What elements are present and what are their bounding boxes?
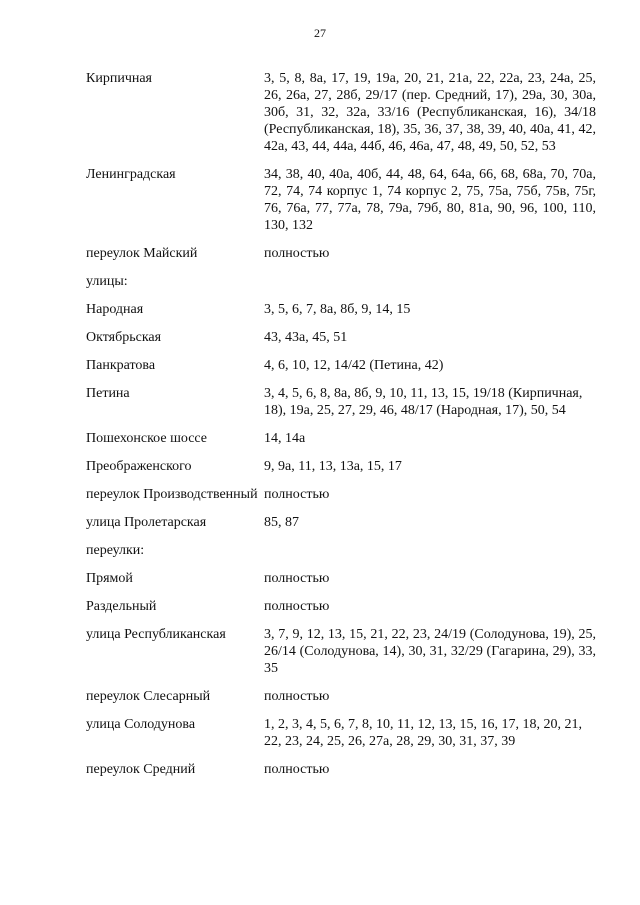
street-row [86, 245, 596, 262]
house-numbers: полностью [264, 571, 330, 586]
street-name: улица Пролетарская [86, 515, 207, 530]
street-name: Панкратова [86, 358, 156, 373]
house-numbers: полностью [264, 689, 330, 704]
house-numbers: 34, 38, 40, 40а, 40б, 44, 48, 64, 64а, 66, 68, 68а, 70, 70а, 72, 74, 74 корпус 1, 74 корпус 2, 75, 75а, 75б, 75в, 75г, 76, 76а, 77, 77а, 78, 79а, 79б, 80, 81а, 90, 96, 100, 110, 130, 132 [264, 167, 596, 233]
house-numbers: 3, 4, 5, 6, 8, 8а, 8б, 9, 10, 11, 13, 15, 19/18 (Кирпичная, 18), 19а, 25, 27, 29, 46, 48/17 (Народная, 17), 50, 54 [264, 386, 583, 418]
street-row [86, 598, 596, 615]
street-name: улица Республиканская [86, 627, 226, 642]
street-name: переулок Производственный [86, 487, 258, 502]
street-row [86, 688, 596, 705]
street-row [86, 357, 596, 374]
street-name: Октябрьская [86, 330, 162, 345]
street-row [86, 514, 596, 531]
street-name: Ленинградская [86, 167, 176, 182]
street-name: Прямой [86, 571, 133, 586]
street-name: переулок Средний [86, 762, 196, 777]
house-numbers: 3, 5, 8, 8а, 17, 19, 19а, 20, 21, 21а, 22, 22а, 23, 24а, 25, 26, 26а, 27, 28б, 29/17 (пер. Средний, 17), 29а, 30, 30а, 30б, 31, 32, 32а, 33/16 (Республиканская, 16), 34/18 (Республиканская, 18), 35, 36, 37, 38, 39, 40, 40а, 41, 42, 42а, 43, 44, 44а, 44б, 46, 46а, 47, 48, 49, 50, 52, 53 [264, 71, 596, 154]
street-name: переулки: [86, 543, 145, 558]
street-name: переулок Майский [86, 246, 198, 261]
street-row [86, 430, 596, 447]
street-name: Раздельный [86, 599, 157, 614]
house-numbers: полностью [264, 599, 330, 614]
house-numbers: 9, 9а, 11, 13, 13а, 15, 17 [264, 459, 402, 474]
street-name: улица Солодунова [86, 717, 196, 732]
street-name: Петина [86, 386, 130, 401]
street-row [86, 761, 596, 778]
street-group-heading [86, 542, 596, 559]
house-numbers: 14, 14а [264, 431, 306, 446]
street-row [86, 70, 596, 155]
house-numbers: 1, 2, 3, 4, 5, 6, 7, 8, 10, 11, 12, 13, 15, 16, 17, 18, 20, 21, 22, 23, 24, 25, 26, 27а, 28, 29, 30, 31, 37, 39 [264, 717, 582, 749]
page-number: 27 [314, 26, 326, 40]
house-numbers: 85, 87 [264, 515, 299, 530]
house-numbers: полностью [264, 762, 330, 777]
house-numbers: 4, 6, 10, 12, 14/42 (Петина, 42) [264, 358, 444, 373]
street-row [86, 385, 596, 419]
street-row [86, 458, 596, 475]
street-list [86, 70, 596, 789]
street-row [86, 486, 596, 503]
street-row [86, 301, 596, 318]
street-name: Народная [86, 302, 144, 317]
house-numbers: полностью [264, 246, 330, 261]
street-name: Кирпичная [86, 71, 153, 86]
street-row [86, 166, 596, 234]
house-numbers: 43, 43а, 45, 51 [264, 330, 348, 345]
street-name: Пошехонское шоссе [86, 431, 208, 446]
street-name: улицы: [86, 274, 128, 289]
street-group-heading [86, 273, 596, 290]
street-name: переулок Слесарный [86, 689, 211, 704]
street-row [86, 570, 596, 587]
street-name: Преображенского [86, 459, 192, 474]
street-row [86, 329, 596, 346]
house-numbers: 3, 7, 9, 12, 13, 15, 21, 22, 23, 24/19 (Солодунова, 19), 25, 26/14 (Солодунова, 14), 30, 31, 32/29 (Гагарина, 29), 33, 35 [264, 627, 596, 676]
house-numbers: полностью [264, 487, 330, 502]
street-row [86, 626, 596, 677]
street-row [86, 716, 596, 750]
house-numbers: 3, 5, 6, 7, 8а, 8б, 9, 14, 15 [264, 302, 411, 317]
